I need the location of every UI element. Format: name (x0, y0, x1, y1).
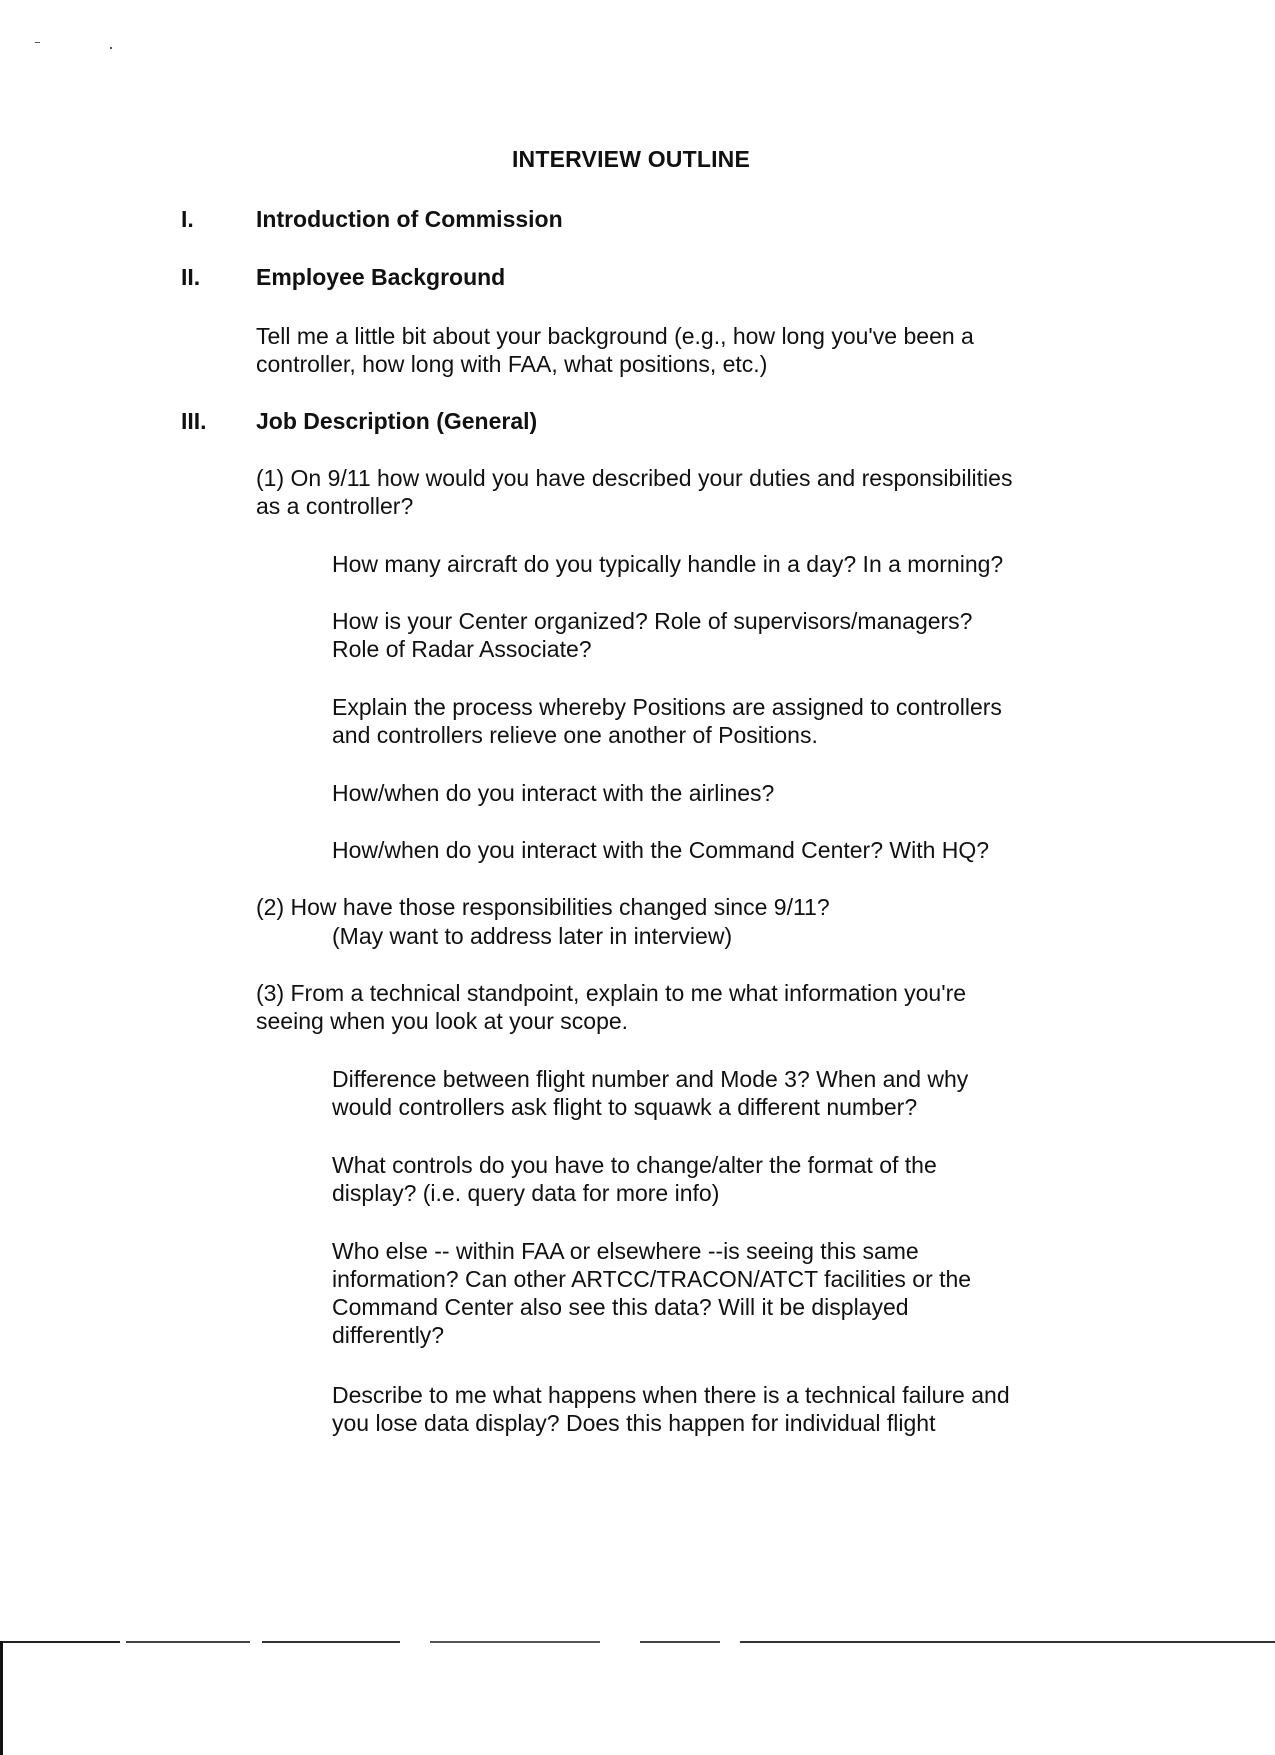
text-line: display? (i.e. query data for more info) (332, 1180, 720, 1206)
section-heading: Employee Background (256, 264, 506, 290)
text-line: Command Center also see this data? Will it be displayed (332, 1294, 909, 1320)
scan-speck (35, 42, 40, 43)
background-question (256, 322, 1116, 378)
text-line: Explain the process whereby Positions are assigned to controllers (332, 694, 1002, 720)
text-line: (2) How have those responsibilities changed since 9/11? (256, 894, 830, 920)
section-number: II. (181, 264, 201, 290)
text-line: Tell me a little bit about your background (e.g., how long you've been a (256, 323, 974, 349)
sub-question (332, 1151, 1122, 1207)
scan-speck (110, 47, 112, 49)
text-line: as a controller? (256, 493, 414, 519)
sub-question (332, 550, 1122, 578)
question-2-note (332, 922, 1122, 950)
question-2 (256, 893, 1116, 921)
section-heading: Introduction of Commission (256, 206, 563, 232)
section-heading: Job Description (General) (256, 408, 538, 434)
text-line: seeing when you look at your scope. (256, 1008, 629, 1034)
sub-question (332, 1381, 1122, 1437)
section-number: III. (181, 408, 207, 434)
question-3 (256, 979, 1116, 1035)
text-line: Role of Radar Associate? (332, 636, 592, 662)
text-line: (May want to address later in interview) (332, 923, 733, 949)
sub-question (332, 1065, 1122, 1121)
text-line: How many aircraft do you typically handle in a day? In a morning? (332, 551, 1004, 577)
text-line: differently? (332, 1322, 445, 1348)
page-edge-line (0, 1641, 1275, 1643)
text-line: How is your Center organized? Role of supervisors/managers? (332, 608, 973, 634)
text-line: How/when do you interact with the Command Center? With HQ? (332, 837, 990, 863)
text-line: How/when do you interact with the airlines? (332, 780, 775, 806)
sub-question (332, 836, 1122, 864)
question-1 (256, 464, 1116, 520)
text-line: Who else -- within FAA or elsewhere --is seeing this same (332, 1238, 919, 1264)
sub-question (332, 607, 1122, 663)
text-line: (1) On 9/11 how would you have described your duties and responsibilities (256, 465, 1013, 491)
section-number: I. (181, 206, 194, 232)
sub-question (332, 693, 1122, 749)
text-line: and controllers relieve one another of Positions. (332, 722, 818, 748)
text-line: What controls do you have to change/alter the format of the (332, 1152, 937, 1178)
text-line: would controllers ask flight to squawk a different number? (332, 1094, 918, 1120)
sub-question (332, 1237, 1122, 1349)
page-edge-corner (0, 1641, 3, 1755)
page-title: INTERVIEW OUTLINE (511, 146, 751, 172)
text-line: you lose data display? Does this happen for individual flight (332, 1410, 936, 1436)
sub-question (332, 779, 1122, 807)
text-line: information? Can other ARTCC/TRACON/ATCT facilities or the (332, 1266, 972, 1292)
text-line: Difference between flight number and Mode 3? When and why (332, 1066, 969, 1092)
text-line: Describe to me what happens when there is a technical failure and (332, 1382, 1010, 1408)
text-line: (3) From a technical standpoint, explain to me what information you're (256, 980, 967, 1006)
text-line: controller, how long with FAA, what positions, etc.) (256, 351, 768, 377)
